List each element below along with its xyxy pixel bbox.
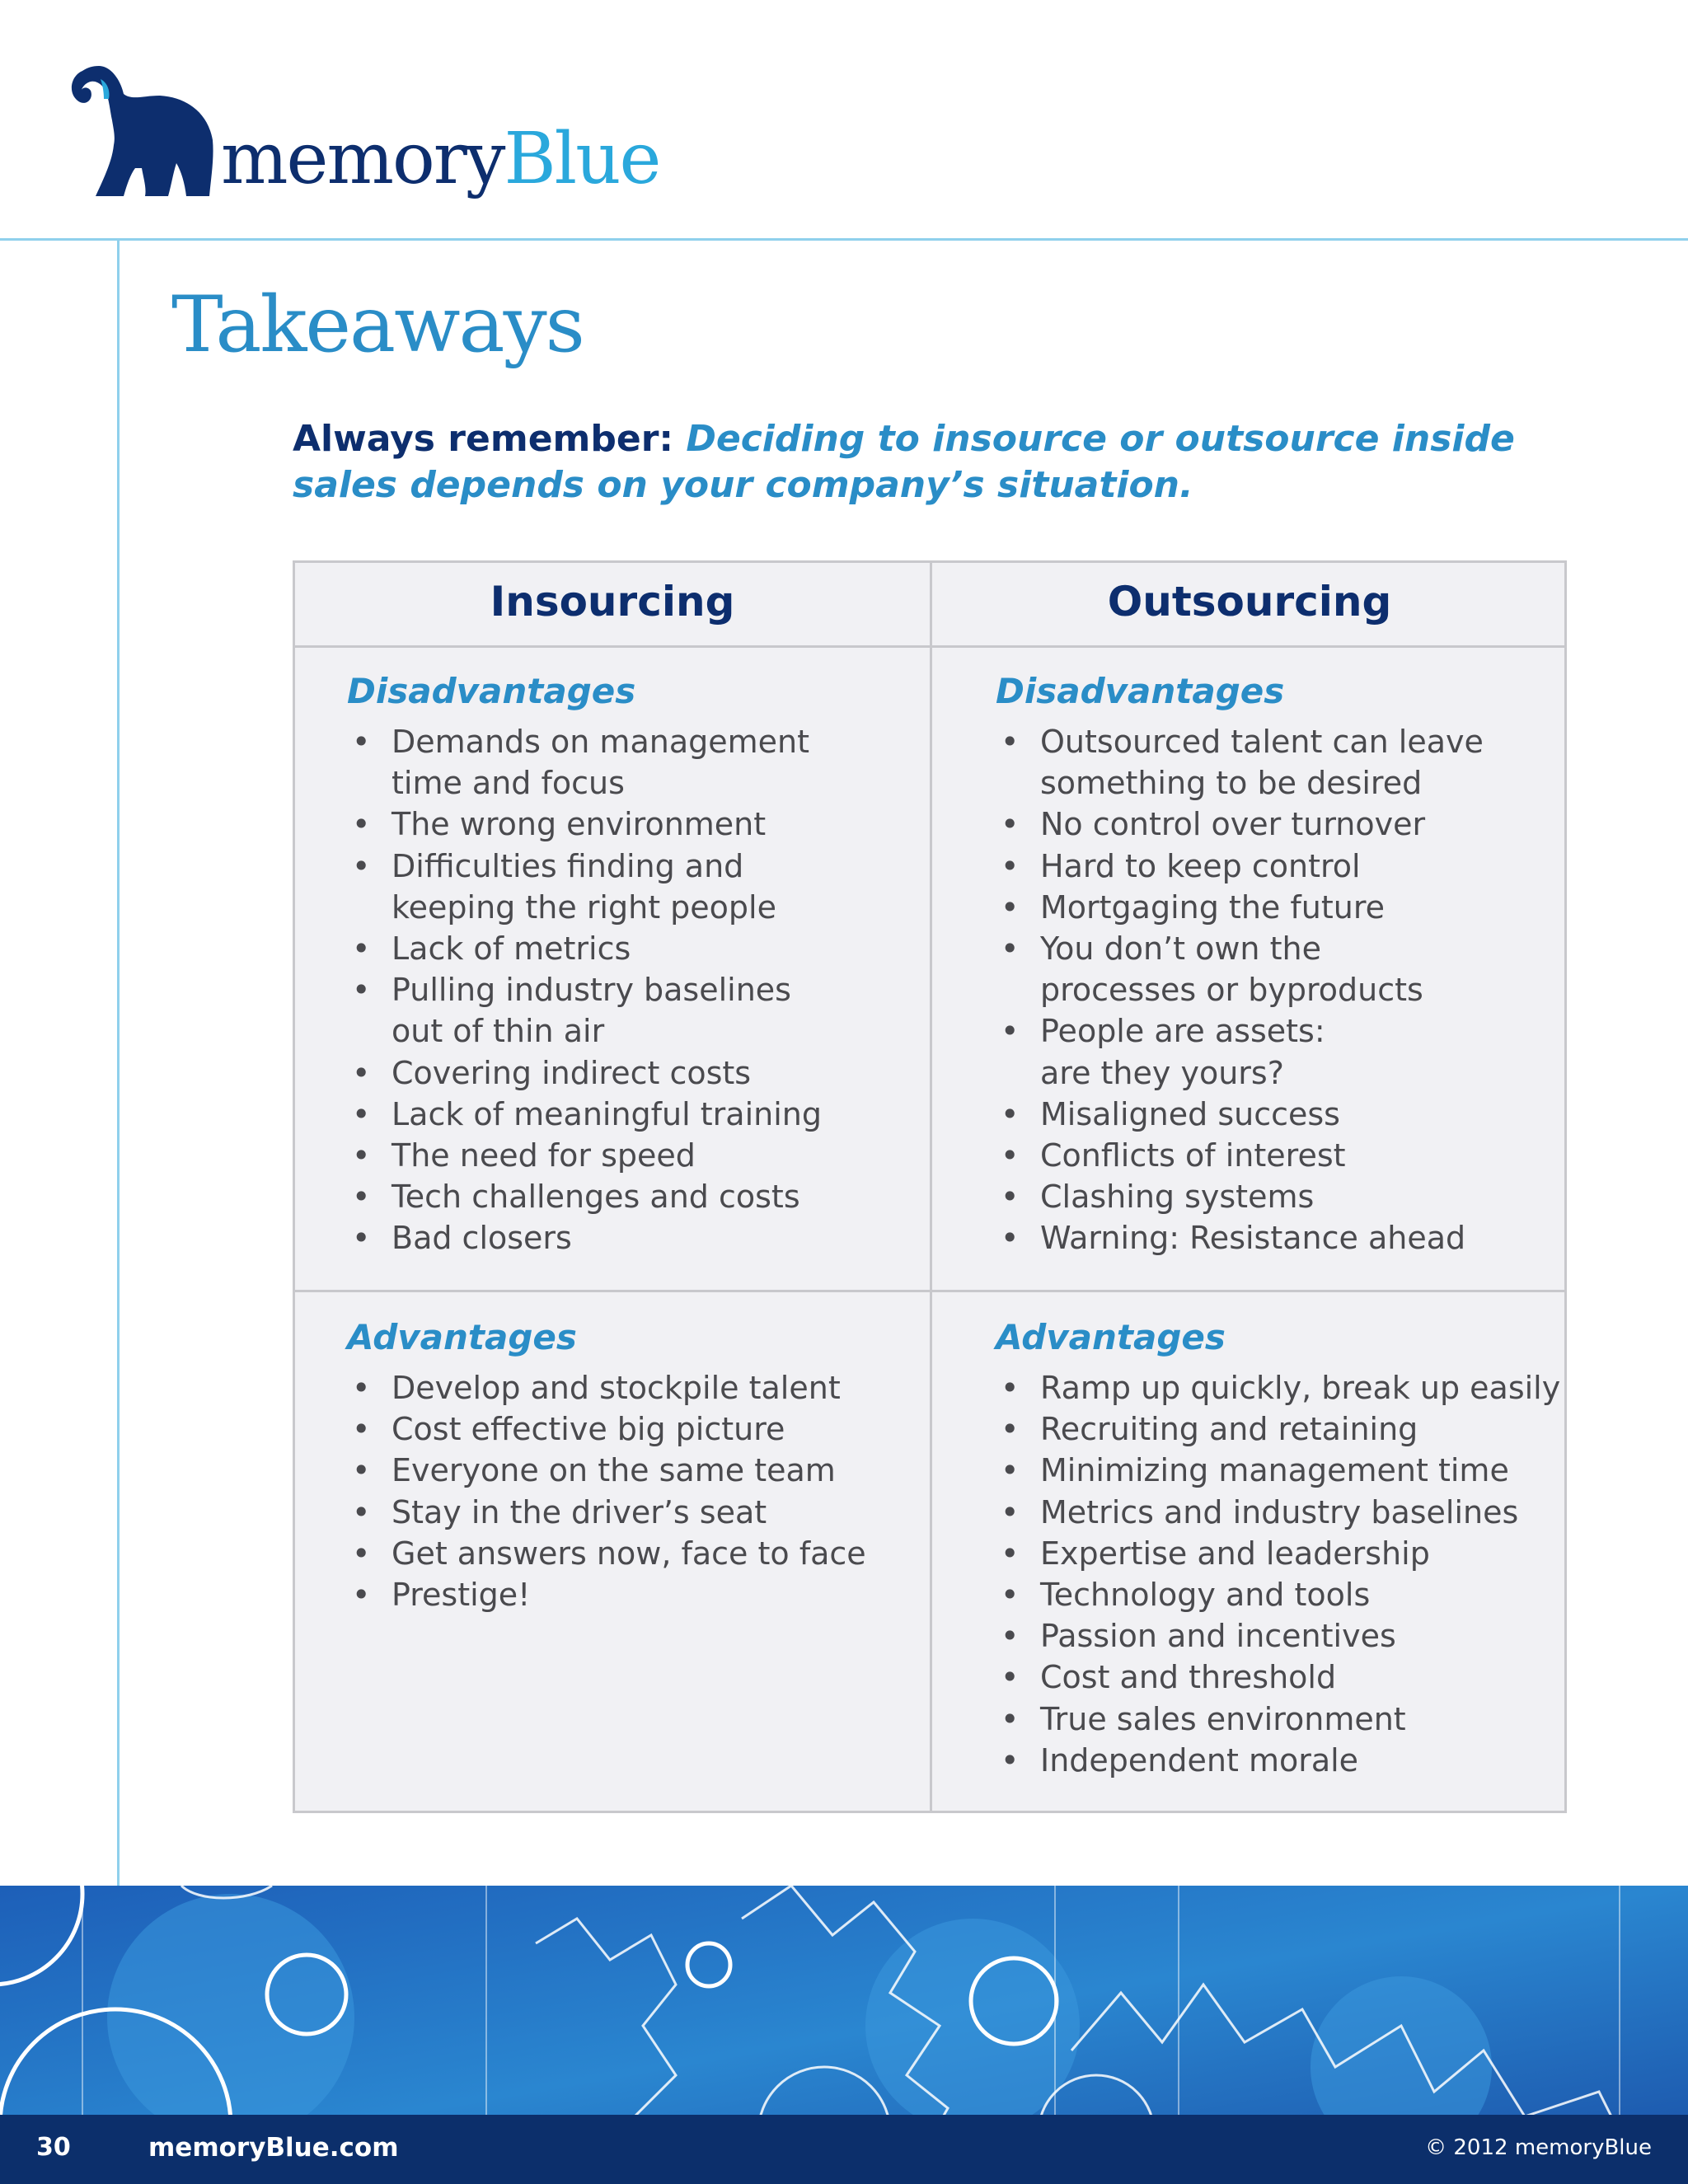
list-item: • Recruiting and retaining xyxy=(996,1408,1560,1450)
page-number: 30 xyxy=(36,2133,71,2162)
brand-name-part1: memory xyxy=(221,118,504,200)
list-item: • Demands on management time and focus xyxy=(347,721,822,804)
list-item: • Expertise and leadership xyxy=(996,1533,1560,1574)
list-item: • Warning: Resistance ahead xyxy=(996,1217,1484,1258)
page-header xyxy=(0,0,1688,239)
list-item: • People are assets: are they yours? xyxy=(996,1010,1484,1093)
list-item: • Lack of meaningful training xyxy=(347,1094,822,1135)
list-item: • Get answers now, face to face xyxy=(347,1533,866,1574)
list-item: • Metrics and industry baselines xyxy=(996,1492,1560,1533)
list-item: • Cost effective big picture xyxy=(347,1408,866,1450)
list-item: • Ramp up quickly, break up easily xyxy=(996,1367,1560,1408)
list-item: • The need for speed xyxy=(347,1135,822,1176)
website-link[interactable]: memoryBlue.com xyxy=(148,2133,399,2163)
column-header-outsourcing: Outsourcing xyxy=(1107,578,1392,626)
page-title: Takeaways xyxy=(171,280,584,370)
elephant-icon xyxy=(63,46,224,199)
intro-message: Deciding to insource or outsource inside sales depends on your company’s situation. xyxy=(293,418,1515,506)
list-item: • The wrong environment xyxy=(347,804,822,845)
list-item: • Everyone on the same team xyxy=(347,1450,866,1491)
outsourcing-disadvantages-heading: Disadvantages xyxy=(996,671,1285,711)
list-item: • Tech challenges and costs xyxy=(347,1176,822,1217)
margin-rule xyxy=(117,238,120,1886)
insourcing-advantages-heading: Advantages xyxy=(347,1317,577,1357)
list-item: • Mortgaging the future xyxy=(996,887,1484,928)
list-item: • You don’t own the processes or byproducts xyxy=(996,928,1484,1010)
insourcing-disadvantages-heading: Disadvantages xyxy=(347,671,636,711)
insourcing-disadvantages-cell xyxy=(347,668,822,1259)
column-header-insourcing: Insourcing xyxy=(490,578,735,626)
list-item: • True sales environment xyxy=(996,1699,1560,1740)
insourcing-disadvantages-list xyxy=(347,721,822,1259)
list-item: • Lack of metrics xyxy=(347,928,822,969)
brand-name-part2: Blue xyxy=(504,118,660,200)
list-item: • Clashing systems xyxy=(996,1176,1484,1217)
list-item: • Pulling industry baselines out of thin air xyxy=(347,969,822,1052)
list-item: • Difficulties finding and keeping the right people xyxy=(347,846,822,928)
outsourcing-advantages-heading: Advantages xyxy=(996,1317,1226,1357)
brand-logo xyxy=(221,118,660,200)
list-item: • Minimizing management time xyxy=(996,1450,1560,1491)
list-item: • No control over turnover xyxy=(996,804,1484,845)
section-row-divider xyxy=(295,1290,1564,1292)
list-item: • Prestige! xyxy=(347,1574,866,1615)
outsourcing-disadvantages-cell xyxy=(996,668,1484,1259)
list-item: • Independent morale xyxy=(996,1740,1560,1781)
list-item: • Stay in the driver’s seat xyxy=(347,1492,866,1533)
outsourcing-advantages-cell xyxy=(996,1315,1560,1781)
intro-statement xyxy=(293,416,1578,509)
list-item: • Cost and threshold xyxy=(996,1657,1560,1698)
header-row-divider xyxy=(295,645,1564,648)
insourcing-advantages-list xyxy=(347,1367,866,1615)
outsourcing-advantages-list xyxy=(996,1367,1560,1781)
list-item: • Outsourced talent can leave something to be desired xyxy=(996,721,1484,804)
list-item: • Bad closers xyxy=(347,1217,822,1258)
column-divider xyxy=(930,563,932,1811)
copyright: © 2012 memoryBlue xyxy=(1425,2135,1652,2160)
header-divider xyxy=(0,238,1688,241)
outsourcing-disadvantages-list xyxy=(996,721,1484,1259)
list-item: • Covering indirect costs xyxy=(347,1052,822,1094)
list-item: • Passion and incentives xyxy=(996,1615,1560,1657)
intro-lead: Always remember: xyxy=(293,418,674,460)
page-footer xyxy=(0,2115,1688,2184)
list-item: • Develop and stockpile talent xyxy=(347,1367,866,1408)
comparison-table xyxy=(293,560,1567,1813)
list-item: • Hard to keep control xyxy=(996,846,1484,887)
insourcing-advantages-cell xyxy=(347,1315,866,1615)
list-item: • Misaligned success xyxy=(996,1094,1484,1135)
list-item: • Technology and tools xyxy=(996,1574,1560,1615)
list-item: • Conflicts of interest xyxy=(996,1135,1484,1176)
